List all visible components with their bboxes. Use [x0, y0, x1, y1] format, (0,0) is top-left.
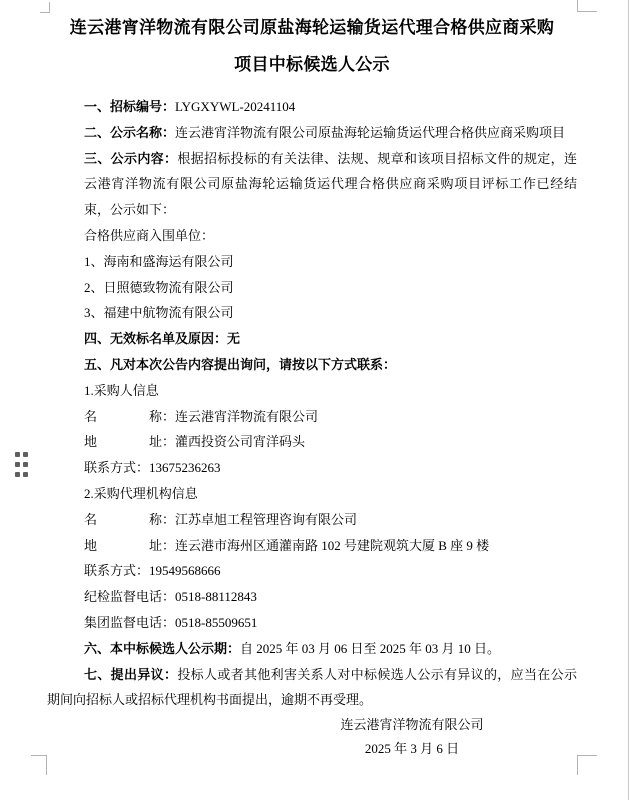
tender-number-value: LYGXYWL-20241104	[175, 99, 296, 114]
page-right-edge	[628, 0, 629, 800]
paragraph-notice-name	[84, 120, 577, 146]
agency-address-row	[84, 533, 577, 559]
agency-name-value: 江苏卓旭工程管理咨询有限公司	[175, 511, 358, 527]
paragraph-objection	[47, 662, 577, 714]
agency-contact-value: 19549568666	[149, 563, 221, 579]
paragraph-publicity-period	[84, 636, 577, 662]
objection-value: 投标人或者其他利害关系人对中标候选人公示有异议的，应当在公示期间向招标人或招标代理机构书面提出，逾期不再受理。	[47, 666, 577, 708]
signature-block	[282, 713, 542, 760]
agency-group-phone-row	[84, 610, 577, 636]
buyer-address-label: 地 址：	[84, 434, 176, 450]
signature-date: 2025 年 3 月 6 日	[364, 740, 460, 756]
buyer-contact-row	[84, 455, 577, 481]
supplier-item-2: 2、日照德致物流有限公司	[84, 279, 234, 295]
document-title-line2: 项目中标候选人公示	[234, 55, 390, 74]
agency-contact-label: 联系方式：	[84, 563, 150, 579]
publicity-period-value: 自 2025 年 03 月 06 日至 2025 年 03 月 10 日。	[240, 640, 501, 656]
supplier-item-1: 1、海南和盛海运有限公司	[84, 253, 234, 269]
group-phone-value: 0518-85509651	[175, 614, 258, 630]
buyer-contact-label: 联系方式：	[84, 460, 150, 476]
buyer-section-heading: 1.采购人信息	[84, 382, 159, 398]
agency-address-value: 连云港市海州区通灌南路 102 号建院观筑大厦 B 座 9 楼	[175, 537, 490, 553]
buyer-address-row	[84, 429, 577, 455]
discipline-phone-value: 0518-88112843	[175, 589, 257, 605]
paragraph-inquiry-heading: 五、凡对本次公告内容提出询问，请按以下方式联系：	[84, 356, 397, 372]
buyer-address-value: 灌西投资公司宵洋码头	[175, 434, 306, 450]
notice-name-value: 连云港宵洋物流有限公司原盐海轮运输货运代理合格供应商采购项目	[175, 124, 566, 140]
agency-discipline-phone-row	[84, 584, 577, 610]
crop-mark-bottom-right-icon	[577, 755, 597, 775]
crop-mark-top-right-icon	[577, 0, 597, 12]
supplier-item-3: 3、福建中航物流有限公司	[84, 305, 234, 321]
agency-contact-row	[84, 558, 577, 584]
shortlist-heading: 合格供应商入围单位：	[84, 227, 215, 243]
agency-name-row	[84, 507, 577, 533]
buyer-name-label: 名 称：	[84, 408, 176, 424]
publicity-period-label: 六、本中标候选人公示期：	[84, 640, 241, 656]
signature-company: 连云港宵洋物流有限公司	[340, 717, 484, 733]
notice-name-label: 二、公示名称：	[84, 124, 176, 140]
notice-content-value: 根据招标投标的有关法律、法规、规章和该项目招标文件的规定，连云港宵洋物流有限公司原盐海轮运输货运代理合格供应商采购项目评标工作已经结束，公示如下：	[84, 150, 577, 218]
buyer-contact-value: 13675236263	[149, 460, 221, 476]
paragraph-tender-number	[84, 94, 577, 120]
crop-mark-bottom-left-icon	[31, 755, 47, 775]
group-phone-label: 集团监督电话：	[84, 614, 176, 630]
tender-number-label: 一、招标编号：	[84, 99, 176, 114]
buyer-name-row	[84, 404, 577, 430]
paragraph-notice-content	[84, 146, 577, 223]
discipline-phone-label: 纪检监督电话：	[84, 589, 176, 605]
document-title-line1: 连云港宵洋物流有限公司原盐海轮运输货运代理合格供应商采购	[69, 18, 555, 37]
drag-handle-icon[interactable]	[15, 452, 28, 477]
objection-label: 七、提出异议：	[84, 666, 178, 682]
buyer-name-value: 连云港宵洋物流有限公司	[175, 408, 319, 424]
agency-name-label: 名 称：	[84, 511, 176, 527]
paragraph-invalid-bids: 四、无效标名单及原因：无	[84, 331, 241, 347]
notice-content-label: 三、公示内容：	[84, 150, 178, 166]
agency-address-label: 地 址：	[84, 537, 176, 553]
document-content	[47, 12, 577, 760]
agency-section-heading: 2.采购代理机构信息	[84, 485, 198, 501]
